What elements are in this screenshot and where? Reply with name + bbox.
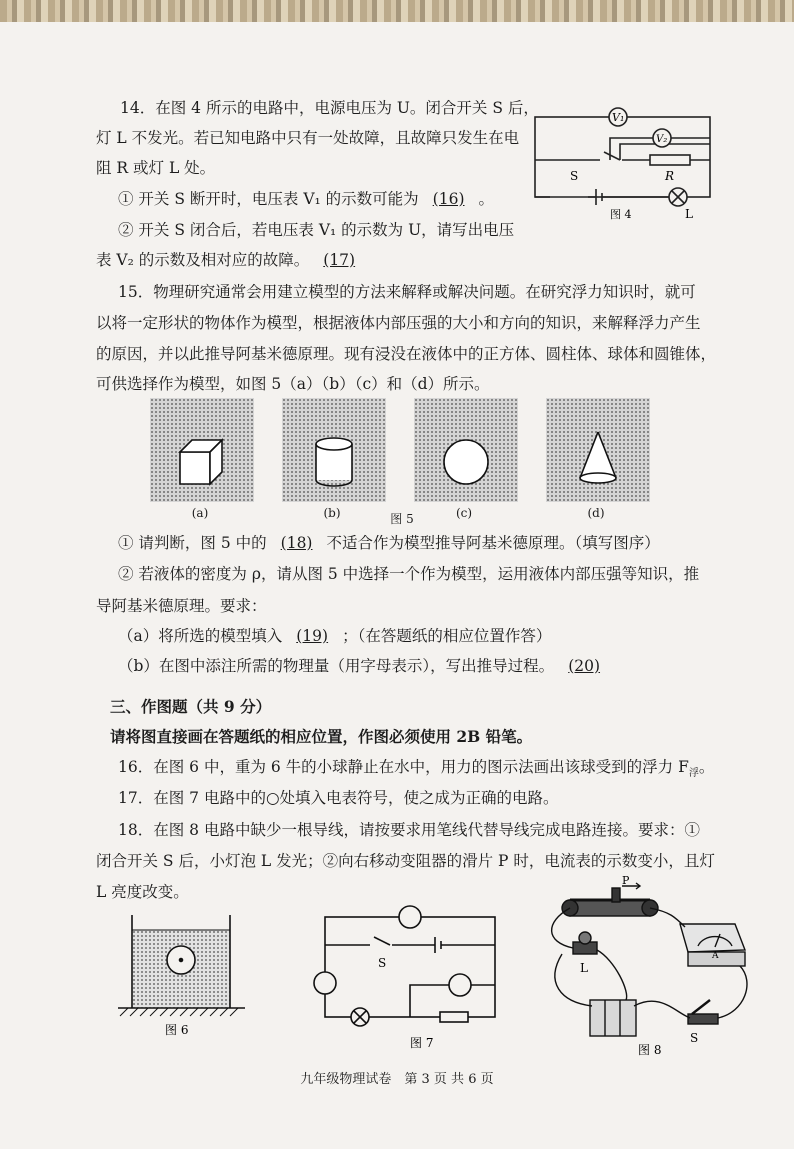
q15-sub-a-text: （a）将所选的模型填入	[118, 627, 283, 645]
fig4-resistor-label: R	[665, 169, 675, 183]
q15-sub-a	[118, 626, 551, 646]
fig6-caption: 图 6	[165, 1023, 189, 1037]
fig4-lamp-label: L	[685, 207, 693, 221]
fig4-switch-label: S	[570, 169, 579, 183]
fig7-caption: 图 7	[410, 1036, 434, 1050]
fig8-slider-label: P	[622, 874, 630, 887]
fig5-a-label: (a)	[191, 506, 209, 520]
figure-8-apparatus	[540, 872, 770, 1057]
fig4-v1-label: V₁	[612, 111, 625, 124]
q15-line3: 的原因，并以此推导阿基米德原理。现有浸没在液体中的正方体、圆柱体、球体和圆锥体，	[96, 345, 717, 363]
q15-part2-line2: 导阿基米德原理。要求：	[96, 597, 267, 615]
fig5-c-label: (c)	[455, 506, 473, 520]
fig4-caption: 图 4	[610, 208, 632, 221]
fig7-switch-label: S	[378, 956, 387, 970]
q15-part1-text: ① 请判断，图 5 中的	[118, 534, 267, 552]
q16-end: 。	[698, 758, 715, 776]
fig8-switch-label: S	[690, 1031, 699, 1045]
section-3-instruction: 请将图直接画在答题纸的相应位置，作图必须使用 2B 铅笔。	[110, 727, 533, 746]
q15-part1-end: 不适合作为模型推导阿基米德原理。（填写图序）	[326, 534, 660, 552]
q14-part2-line1: ② 开关 S 闭合后，若电压表 V₁ 的示数为 U，请写出电压	[118, 221, 515, 239]
q17-text: 17．在图 7 电路中的○处填入电表符号，使之成为正确的电路。	[118, 789, 559, 807]
q14-line1: 14．在图 4 所示的电路中，电源电压为 U。闭合开关 S 后，	[120, 99, 539, 117]
fig5-b-label: (b)	[323, 506, 341, 520]
q16-text	[118, 757, 714, 784]
q14-part2-text: 表 V₂ 的示数及相对应的故障。	[96, 251, 310, 269]
section-3-heading: 三、作图题（共 9 分）	[110, 697, 272, 716]
q15-part2-line1: ② 若液体的密度为 ρ，请从图 5 中选择一个作为模型，运用液体内部压强等知识，推	[118, 565, 700, 583]
q15-sub-a-end: ；（在答题纸的相应位置作答）	[342, 627, 552, 645]
page-footer: 九年级物理试卷 第 3 页 共 6 页	[300, 1072, 494, 1087]
q16-subscript: 浮	[688, 768, 699, 780]
q14-part1-text: ① 开关 S 断开时，电压表 V₁ 的示数可能为	[118, 190, 419, 208]
q15-line1: 15．物理研究通常会用建立模型的方法来解释或解决问题。在研究浮力知识时，就可	[118, 283, 696, 301]
fig4-v2-label: V₂	[656, 134, 668, 145]
answer-blank-20[interactable]: (20)	[568, 657, 601, 675]
q14-line2: 灯 L 不发光。若已知电路中只有一处故障，且故障只发生在电	[96, 129, 520, 147]
answer-blank-17[interactable]: (17)	[323, 251, 356, 269]
q18-line1: 18．在图 8 电路中缺少一根导线，请按要求用笔线代替导线完成电路连接。要求：①	[118, 821, 700, 839]
answer-blank-16[interactable]: (16)	[432, 190, 465, 208]
figure-7-circuit	[310, 895, 510, 1055]
fig5-shapes	[0, 0, 794, 520]
q18-line3: L 亮度改变。	[96, 883, 189, 901]
q15-sub-b	[118, 656, 614, 676]
q15-sub-b-text: （b）在图中添注所需的物理量（用字母表示），写出推导过程。	[118, 657, 555, 675]
q15-line4: 可供选择作为模型，如图 5（a）（b）（c）和（d）所示。	[96, 375, 490, 393]
fig8-lamp-label: L	[580, 961, 588, 975]
q14-line3: 阻 R 或灯 L 处。	[96, 159, 216, 177]
q18-line2: 闭合开关 S 后，小灯泡 L 发光；②向右移动变阻器的滑片 P 时，电流表的示数变小，且灯	[96, 852, 715, 870]
q14-part1-end: 。	[478, 190, 495, 208]
figure-6-container	[110, 910, 260, 1035]
q16-body: 16．在图 6 中，重为 6 牛的小球静止在水中，用力的图示法画出该球受到的浮力 F	[118, 758, 689, 776]
fig5-d-label: (d)	[587, 506, 605, 520]
answer-blank-19[interactable]: (19)	[296, 627, 329, 645]
q15-part1	[118, 533, 660, 553]
answer-blank-18[interactable]: (18)	[280, 534, 313, 552]
fig8-ammeter-label: A	[712, 951, 719, 961]
q15-line2: 以将一定形状的物体作为模型，根据液体内部压强的大小和方向的知识，来解释浮力产生	[96, 314, 701, 332]
fig5-caption: 图 5	[390, 512, 414, 526]
fig8-caption: 图 8	[638, 1043, 662, 1057]
